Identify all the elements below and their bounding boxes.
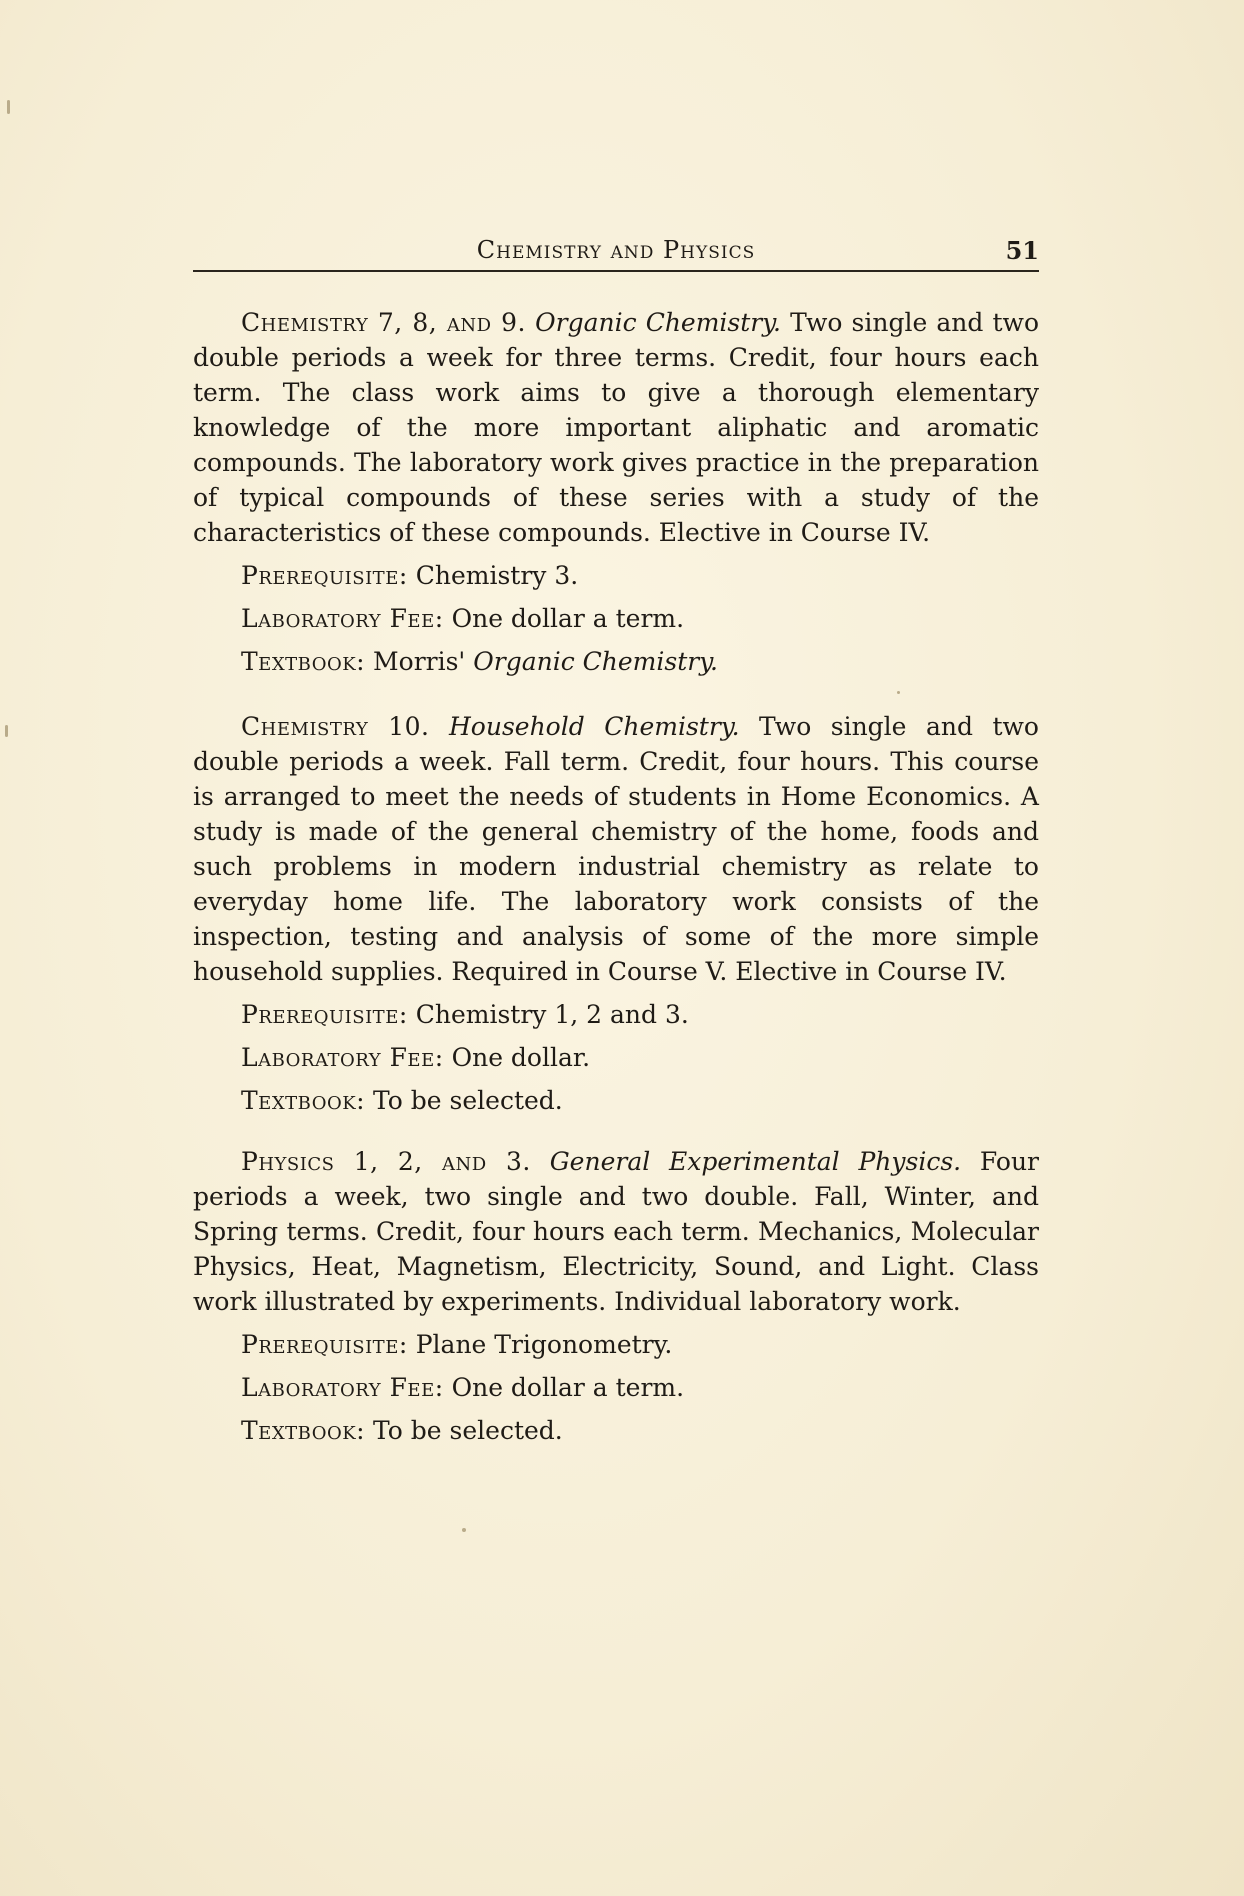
course-entry-general-experimental-physics — [193, 1144, 1039, 1319]
course-title: General Experimental Physics. — [549, 1147, 962, 1176]
course-number: Physics 1, 2, and 3. — [241, 1147, 531, 1176]
paper-speck — [7, 100, 10, 114]
paper-speck — [5, 725, 8, 737]
prerequisite-value: Chemistry 3. — [415, 561, 579, 590]
textbook-label: Textbook: — [241, 1086, 366, 1115]
laboratory-fee-value: One dollar a term. — [451, 604, 685, 633]
laboratory-fee-line — [241, 1040, 1039, 1075]
laboratory-fee-label: Laboratory Fee: — [241, 604, 444, 633]
paper-speck — [897, 691, 900, 694]
textbook-line — [241, 1083, 1039, 1118]
paper-speck — [462, 1528, 466, 1532]
course-entry-household-chemistry — [193, 709, 1039, 989]
page-number: 51 — [1005, 236, 1039, 265]
textbook-value: To be selected. — [373, 1416, 563, 1445]
course-description: Two single and two double periods a week for three terms. Credit, four hours each term. The class work aims to give a thorough elementary knowledge of the more important aliphatic and aromatic compounds. The laboratory work gives practice in the preparation of typical compounds of these series with a study of the characteristics of these compounds. Elective in Course IV. — [193, 308, 1040, 547]
prerequisite-line — [241, 997, 1039, 1032]
laboratory-fee-line — [241, 601, 1039, 636]
prerequisite-label: Prerequisite: — [241, 561, 408, 590]
prerequisite-label: Prerequisite: — [241, 1000, 408, 1029]
prerequisite-label: Prerequisite: — [241, 1330, 408, 1359]
laboratory-fee-label: Laboratory Fee: — [241, 1043, 444, 1072]
laboratory-fee-value: One dollar a term. — [451, 1373, 685, 1402]
textbook-label: Textbook: — [241, 1416, 366, 1445]
laboratory-fee-value: One dollar. — [451, 1043, 591, 1072]
textbook-line — [241, 1413, 1039, 1448]
textbook-author: Morris' — [373, 647, 466, 676]
laboratory-fee-label: Laboratory Fee: — [241, 1373, 444, 1402]
course-description: Four periods a week, two single and two double. Fall, Winter, and Spring terms. Credit, four hours each term. Mechanics, Molecular Physics, Heat, Magnetism, Electricity, Sound, and Light. Class work illustrated by experiments. Individual laboratory work. — [193, 1147, 1040, 1316]
course-title: Household Chemistry. — [448, 712, 740, 741]
prerequisite-value: Chemistry 1, 2 and 3. — [415, 1000, 689, 1029]
course-number: Chemistry 10. — [241, 712, 430, 741]
textbook-label: Textbook: — [241, 647, 366, 676]
course-entry-organic-chemistry — [193, 305, 1039, 550]
prerequisite-value: Plane Trigonometry. — [415, 1330, 673, 1359]
course-number: Chemistry 7, 8, and 9. — [241, 308, 526, 337]
prerequisite-line — [241, 1327, 1039, 1362]
textbook-value: To be selected. — [373, 1086, 563, 1115]
page-header — [193, 234, 1039, 272]
page-content — [193, 305, 1039, 1448]
textbook-title: Organic Chemistry. — [473, 647, 718, 676]
textbook-line — [241, 644, 1039, 679]
course-description: Two single and two double periods a week. Fall term. Credit, four hours. This course is arranged to meet the needs of students in Home Economics. A study is made of the general chemistry of the home, foods and such problems in modern industrial chemistry as relate to everyday home life. The laboratory work consists of the inspection, testing and analysis of some of the more simple household supplies. Required in Course V. Elective in Course IV. — [193, 712, 1039, 986]
laboratory-fee-line — [241, 1370, 1039, 1405]
running-title: Chemistry and Physics — [476, 236, 756, 264]
prerequisite-line — [241, 558, 1039, 593]
course-title: Organic Chemistry. — [535, 308, 782, 337]
